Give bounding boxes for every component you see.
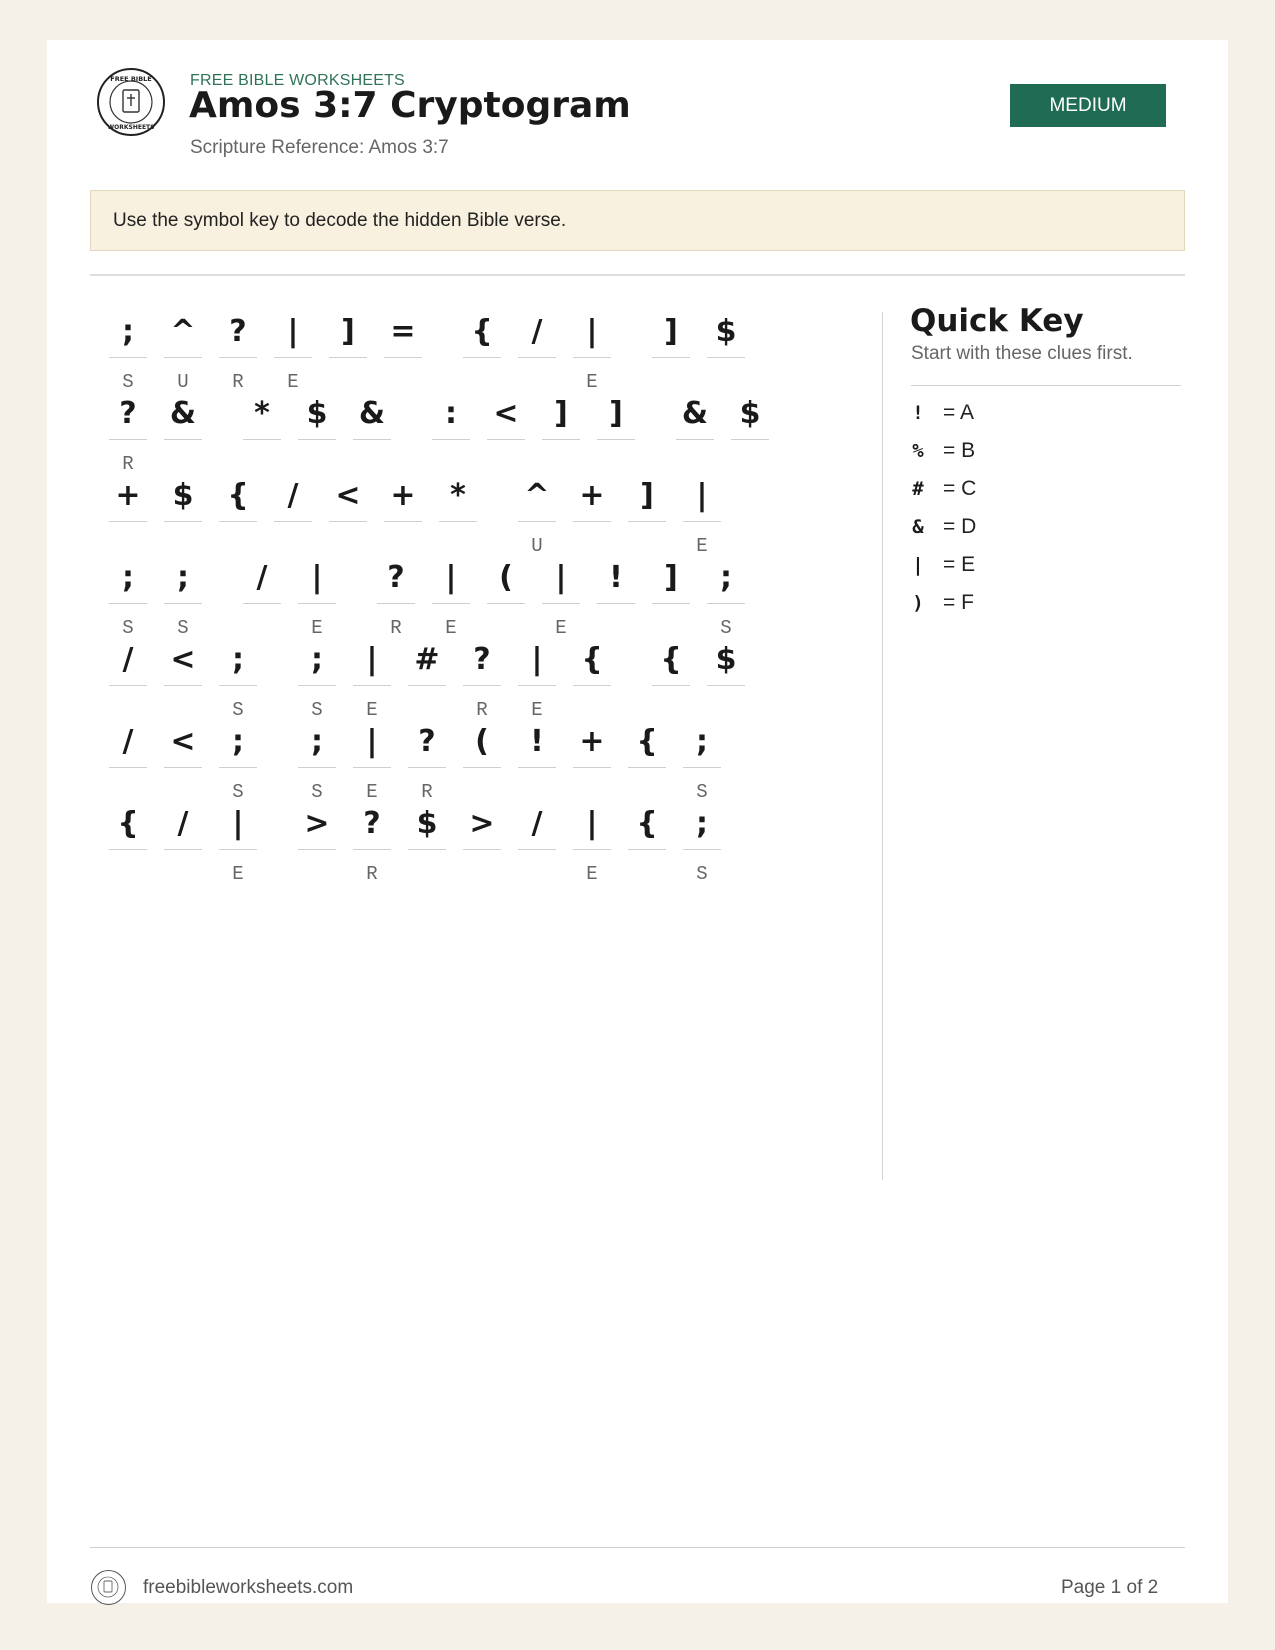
- answer-letter: S: [311, 781, 323, 803]
- logo-text-bottom: WORKSHEETS: [107, 124, 155, 131]
- answer-blank[interactable]: [518, 767, 556, 768]
- quick-key-value: = D: [943, 515, 977, 538]
- cipher-symbol: /: [531, 314, 543, 349]
- answer-blank[interactable]: [628, 767, 666, 768]
- answer-blank[interactable]: [408, 685, 446, 686]
- cipher-symbol: |: [287, 314, 299, 349]
- quick-key-symbol: !: [912, 402, 924, 424]
- answer-blank[interactable]: [274, 521, 312, 522]
- cipher-symbol: &: [358, 396, 386, 431]
- answer-blank[interactable]: [109, 357, 147, 358]
- cipher-symbol: ;: [696, 724, 708, 759]
- cipher-symbol: (: [499, 560, 513, 595]
- answer-blank[interactable]: [109, 439, 147, 440]
- cipher-symbol: $: [715, 642, 737, 677]
- answer-blank[interactable]: [628, 849, 666, 850]
- quick-key-value: = B: [943, 439, 976, 462]
- scripture-reference: Scripture Reference: Amos 3:7: [190, 137, 449, 158]
- answer-blank[interactable]: [298, 767, 336, 768]
- worksheet-page: [47, 40, 1228, 1603]
- cipher-symbol: /: [287, 478, 299, 513]
- answer-blank[interactable]: [384, 357, 422, 358]
- answer-blank[interactable]: [109, 849, 147, 850]
- cipher-symbol: ?: [229, 314, 247, 349]
- cipher-symbol: =: [390, 314, 416, 349]
- answer-blank[interactable]: [164, 767, 202, 768]
- quick-key-item: [911, 474, 1111, 504]
- column-divider: [882, 312, 883, 1180]
- answer-blank[interactable]: [353, 767, 391, 768]
- cipher-symbol: /: [256, 560, 268, 595]
- quick-key-symbol: #: [912, 478, 924, 500]
- answer-blank[interactable]: [164, 685, 202, 686]
- cipher-symbol: <: [170, 642, 196, 677]
- answer-blank[interactable]: [683, 767, 721, 768]
- cipher-symbol: ;: [720, 560, 732, 595]
- answer-blank[interactable]: [432, 603, 470, 604]
- answer-blank[interactable]: [243, 439, 281, 440]
- answer-blank[interactable]: [219, 849, 257, 850]
- answer-blank[interactable]: [432, 439, 470, 440]
- cipher-symbol: <: [335, 478, 361, 513]
- cipher-symbol: /: [531, 806, 543, 841]
- answer-blank[interactable]: [707, 357, 745, 358]
- cipher-symbol: +: [115, 478, 141, 513]
- cipher-symbol: |: [311, 560, 323, 595]
- cipher-symbol: /: [122, 724, 134, 759]
- cipher-symbol: {: [117, 806, 139, 841]
- cipher-symbol: +: [390, 478, 416, 513]
- cipher-symbol: {: [227, 478, 249, 513]
- quick-key-divider: [911, 385, 1181, 386]
- cipher-symbol: ?: [387, 560, 405, 595]
- cipher-symbol: ?: [473, 642, 491, 677]
- answer-blank[interactable]: [353, 849, 391, 850]
- cipher-symbol: |: [366, 724, 378, 759]
- answer-blank[interactable]: [683, 521, 721, 522]
- answer-blank[interactable]: [518, 357, 556, 358]
- quick-key-value: = C: [943, 477, 977, 500]
- answer-letter: E: [311, 617, 323, 639]
- answer-blank[interactable]: [518, 521, 556, 522]
- cipher-symbol: ;: [232, 642, 244, 677]
- cipher-symbol: ;: [122, 314, 134, 349]
- answer-blank[interactable]: [652, 603, 690, 604]
- answer-blank[interactable]: [109, 521, 147, 522]
- quick-key-item: [911, 550, 1111, 580]
- cipher-symbol: ;: [232, 724, 244, 759]
- answer-blank[interactable]: [676, 439, 714, 440]
- cipher-symbol: ;: [311, 642, 323, 677]
- answer-blank[interactable]: [542, 603, 580, 604]
- brand-label: FREE BIBLE WORKSHEETS: [190, 72, 405, 89]
- cipher-symbol: |: [232, 806, 244, 841]
- cipher-symbol: ]: [554, 396, 568, 431]
- difficulty-badge[interactable]: MEDIUM: [1010, 84, 1166, 127]
- answer-blank[interactable]: [628, 521, 666, 522]
- answer-letter: S: [122, 371, 134, 393]
- cipher-symbol: ;: [177, 560, 189, 595]
- answer-letter: U: [531, 535, 543, 557]
- answer-letter: E: [586, 863, 598, 885]
- answer-letter: S: [696, 781, 708, 803]
- cipher-symbol: ]: [341, 314, 355, 349]
- answer-letter: S: [122, 617, 134, 639]
- answer-letter: S: [696, 863, 708, 885]
- answer-letter: E: [445, 617, 457, 639]
- answer-blank[interactable]: [573, 521, 611, 522]
- answer-blank[interactable]: [542, 439, 580, 440]
- answer-letter: R: [122, 453, 134, 475]
- answer-blank[interactable]: [164, 357, 202, 358]
- quick-key-item: [911, 398, 1111, 428]
- quick-key-subtitle: Start with these clues first.: [911, 343, 1133, 364]
- cipher-symbol: ?: [119, 396, 137, 431]
- answer-blank[interactable]: [683, 849, 721, 850]
- answer-blank[interactable]: [353, 685, 391, 686]
- answer-blank[interactable]: [329, 357, 367, 358]
- footer-divider: [90, 1547, 1185, 1548]
- cipher-symbol: |: [696, 478, 708, 513]
- cipher-symbol: ;: [311, 724, 323, 759]
- answer-letter: S: [232, 699, 244, 721]
- answer-blank[interactable]: [707, 685, 745, 686]
- answer-letter: R: [476, 699, 488, 721]
- cipher-symbol: {: [636, 806, 658, 841]
- answer-letter: U: [177, 371, 189, 393]
- answer-blank[interactable]: [384, 521, 422, 522]
- answer-blank[interactable]: [377, 603, 415, 604]
- cipher-symbol: (: [475, 724, 489, 759]
- cipher-symbol: <: [170, 724, 196, 759]
- cipher-symbol: :: [445, 396, 457, 431]
- answer-blank[interactable]: [652, 685, 690, 686]
- quick-key-symbol: |: [912, 554, 924, 576]
- cipher-symbol: |: [586, 806, 598, 841]
- cipher-symbol: {: [636, 724, 658, 759]
- page-number: Page 1 of 2: [1061, 1577, 1159, 1598]
- answer-blank[interactable]: [731, 439, 769, 440]
- cipher-symbol: &: [681, 396, 709, 431]
- cipher-symbol: >: [469, 806, 495, 841]
- answer-blank[interactable]: [109, 603, 147, 604]
- answer-blank[interactable]: [164, 849, 202, 850]
- answer-letter: E: [366, 699, 378, 721]
- cipher-symbol: |: [531, 642, 543, 677]
- answer-blank[interactable]: [463, 767, 501, 768]
- quick-key-item: [911, 512, 1111, 542]
- answer-letter: E: [531, 699, 543, 721]
- answer-blank[interactable]: [463, 357, 501, 358]
- footer-logo-icon: [91, 1570, 126, 1605]
- answer-letter: E: [287, 371, 299, 393]
- cipher-symbol: ;: [696, 806, 708, 841]
- cipher-symbol: *: [450, 478, 466, 513]
- answer-letter: E: [586, 371, 598, 393]
- answer-blank[interactable]: [164, 603, 202, 604]
- answer-blank[interactable]: [597, 603, 635, 604]
- answer-blank[interactable]: [573, 767, 611, 768]
- cipher-symbol: {: [581, 642, 603, 677]
- page-title: Amos 3:7 Cryptogram: [189, 85, 631, 126]
- cipher-symbol: /: [177, 806, 189, 841]
- answer-letter: S: [720, 617, 732, 639]
- cipher-symbol: <: [493, 396, 519, 431]
- logo-text-top: FREE BIBLE: [110, 75, 152, 83]
- answer-blank[interactable]: [573, 357, 611, 358]
- cipher-symbol: $: [172, 478, 194, 513]
- answer-blank[interactable]: [518, 849, 556, 850]
- cipher-symbol: &: [169, 396, 197, 431]
- answer-blank[interactable]: [164, 521, 202, 522]
- cipher-symbol: #: [414, 642, 440, 677]
- answer-letter: E: [555, 617, 567, 639]
- answer-blank[interactable]: [219, 767, 257, 768]
- answer-blank[interactable]: [487, 439, 525, 440]
- answer-letter: R: [390, 617, 402, 639]
- instructions-text: Use the symbol key to decode the hidden Bible verse.: [113, 210, 567, 231]
- cipher-symbol: $: [739, 396, 761, 431]
- cipher-symbol: !: [530, 724, 544, 759]
- answer-blank[interactable]: [109, 685, 147, 686]
- answer-blank[interactable]: [518, 685, 556, 686]
- answer-letter: R: [421, 781, 433, 803]
- cipher-symbol: {: [660, 642, 682, 677]
- cipher-symbol: $: [306, 396, 328, 431]
- answer-letter: S: [311, 699, 323, 721]
- cipher-symbol: !: [609, 560, 623, 595]
- answer-letter: E: [366, 781, 378, 803]
- cipher-symbol: |: [586, 314, 598, 349]
- answer-blank[interactable]: [408, 767, 446, 768]
- quick-key-symbol: &: [912, 516, 924, 538]
- cipher-symbol: ;: [122, 560, 134, 595]
- quick-key-value: = A: [943, 401, 974, 424]
- quick-key-item: [911, 588, 1111, 618]
- quick-key-value: = F: [943, 591, 974, 614]
- answer-blank[interactable]: [219, 521, 257, 522]
- cipher-symbol: ]: [664, 560, 678, 595]
- answer-blank[interactable]: [298, 603, 336, 604]
- answer-blank[interactable]: [274, 357, 312, 358]
- cipher-symbol: >: [304, 806, 330, 841]
- cipher-symbol: {: [471, 314, 493, 349]
- answer-letter: S: [232, 781, 244, 803]
- answer-blank[interactable]: [109, 767, 147, 768]
- answer-blank[interactable]: [243, 603, 281, 604]
- answer-blank[interactable]: [329, 521, 367, 522]
- answer-blank[interactable]: [707, 603, 745, 604]
- cipher-symbol: ]: [609, 396, 623, 431]
- quick-key-symbol: ): [912, 592, 924, 614]
- cipher-symbol: ]: [640, 478, 654, 513]
- answer-blank[interactable]: [652, 357, 690, 358]
- answer-blank[interactable]: [298, 439, 336, 440]
- answer-blank[interactable]: [573, 849, 611, 850]
- cipher-symbol: +: [579, 724, 605, 759]
- cipher-symbol: ^: [524, 478, 550, 513]
- cipher-symbol: |: [555, 560, 567, 595]
- footer-site-link[interactable]: freebibleworksheets.com: [143, 1577, 354, 1598]
- answer-blank[interactable]: [219, 357, 257, 358]
- answer-blank[interactable]: [573, 685, 611, 686]
- quick-key-symbol: %: [912, 440, 924, 462]
- cipher-symbol: ?: [363, 806, 381, 841]
- cipher-symbol: $: [416, 806, 438, 841]
- quick-key-value: = E: [943, 553, 976, 576]
- answer-letter: R: [366, 863, 378, 885]
- answer-letter: S: [177, 617, 189, 639]
- answer-blank[interactable]: [487, 603, 525, 604]
- cipher-symbol: |: [445, 560, 457, 595]
- answer-letter: E: [696, 535, 708, 557]
- cipher-symbol: *: [254, 396, 270, 431]
- cipher-symbol: /: [122, 642, 134, 677]
- cipher-symbol: +: [579, 478, 605, 513]
- answer-blank[interactable]: [463, 685, 501, 686]
- answer-blank[interactable]: [219, 685, 257, 686]
- answer-blank[interactable]: [298, 849, 336, 850]
- answer-letter: R: [232, 371, 244, 393]
- cipher-symbol: |: [366, 642, 378, 677]
- cipher-symbol: $: [715, 314, 737, 349]
- answer-blank[interactable]: [597, 439, 635, 440]
- answer-blank[interactable]: [463, 849, 501, 850]
- quick-key-item: [911, 436, 1111, 466]
- cipher-symbol: ]: [664, 314, 678, 349]
- quick-key-title: Quick Key: [910, 303, 1084, 339]
- answer-blank[interactable]: [353, 439, 391, 440]
- answer-blank[interactable]: [164, 439, 202, 440]
- answer-blank[interactable]: [298, 685, 336, 686]
- cipher-symbol: ^: [170, 314, 196, 349]
- answer-blank[interactable]: [439, 521, 477, 522]
- answer-letter: E: [232, 863, 244, 885]
- answer-blank[interactable]: [408, 849, 446, 850]
- cipher-symbol: ?: [418, 724, 436, 759]
